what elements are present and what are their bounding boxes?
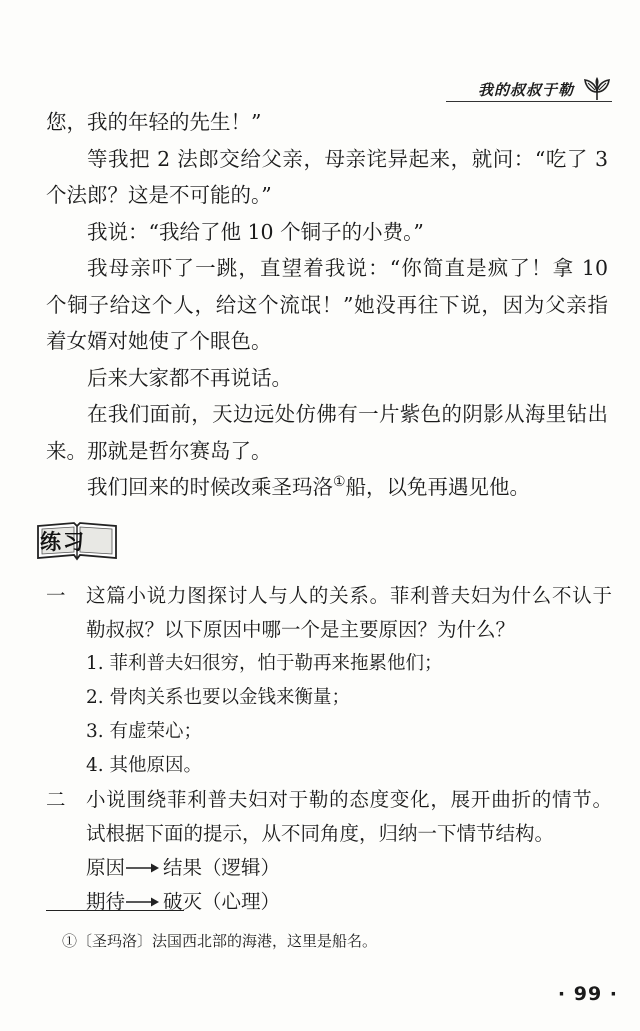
arrow-right-icon (126, 896, 160, 908)
option-list (86, 647, 612, 783)
paragraph: 在我们面前，天边远处仿佛有一片紫色的阴影从海里钻出来。那就是哲尔赛岛了。 (46, 402, 608, 463)
exercise-item (46, 579, 612, 783)
exercise-item (46, 783, 612, 919)
flow-line (86, 851, 612, 885)
exercise-list (46, 579, 612, 919)
paragraph-text: 我们回来的时候改乘圣玛洛 (87, 475, 333, 499)
flow-to: 破灭（心理） (163, 890, 281, 913)
leaf-ornament-icon (582, 76, 612, 102)
page-number: · 99 · (557, 983, 618, 1005)
option-item: 3. 有虚荣心； (86, 721, 203, 742)
exercise-number: 二 (46, 788, 66, 811)
exercise-number: 一 (46, 584, 66, 607)
running-header-title: 我的叔叔于勒 (477, 80, 574, 99)
running-header (478, 76, 612, 102)
footnote: ①〔圣玛洛〕法国西北部的海港，这里是船名。 (62, 932, 378, 950)
option-item: 4. 其他原因。 (86, 755, 203, 776)
footnote-marker[interactable]: ① (333, 474, 346, 491)
flow-to: 结果（逻辑） (163, 856, 281, 879)
paragraph-text: 船，以免再遇见他。 (345, 475, 531, 499)
exercises-heading: 练习 (40, 529, 86, 554)
option-item: 1. 菲利普夫妇很穷，怕于勒再来拖累他们； (86, 653, 443, 674)
exercise-question: 小说围绕菲利普夫妇对于勒的态度变化，展开曲折的情节。试根据下面的提示，从不同角度，归纳一下情节结构。 (86, 788, 612, 845)
flow-line (86, 885, 612, 919)
footnote-rule (46, 910, 184, 911)
paragraph (46, 469, 608, 506)
flow-from: 原因 (86, 856, 126, 879)
flow-from: 期待 (86, 890, 126, 913)
exercise-body (86, 579, 612, 783)
paragraph: 您，我的年轻的先生！” (46, 110, 262, 134)
exercise-body (86, 783, 612, 919)
paragraph: 后来大家都不再说话。 (87, 365, 292, 390)
option-item: 2. 骨肉关系也要以金钱来衡量； (86, 687, 351, 708)
paragraph: 我说：“我给了他 10 个铜子的小费。” (87, 219, 424, 244)
paragraph: 我母亲吓了一跳，直望着我说：“你简直是疯了！拿 10 个铜子给这个人，给这个流氓！”她没再往下说，因为父亲指着女婿对她使了个眼色。 (46, 256, 608, 353)
arrow-right-icon (126, 862, 160, 874)
story-text (46, 104, 608, 506)
paragraph: 等我把 2 法郎交给父亲，母亲诧异起来，就问：“吃了 3 个法郎？这是不可能的。” (46, 146, 608, 207)
exercise-question: 这篇小说力图探讨人与人的关系。菲利普夫妇为什么不认于勒叔叔？以下原因中哪一个是主要原因？为什么？ (86, 584, 612, 641)
header-rule (446, 101, 612, 102)
